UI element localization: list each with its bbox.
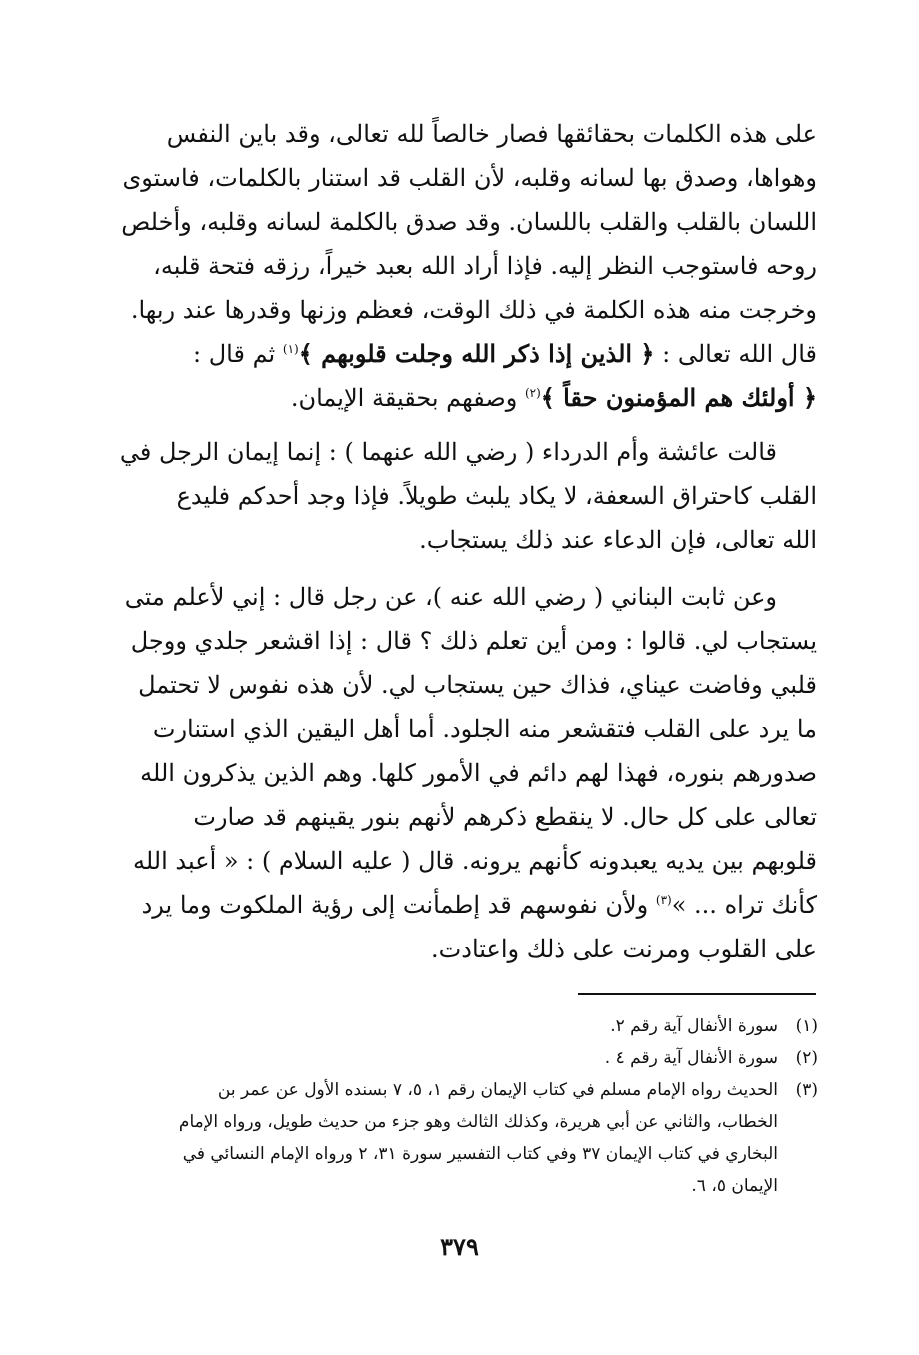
footnote-number: (٢) [795, 1048, 818, 1068]
paragraph-line [112, 376, 817, 420]
quote-continuation: ثم قال : [193, 340, 283, 368]
paragraph-line: روحه فاستوجب النظر إليه. فإذا أراد الله بعبد خيراً، رزقه فتحة قلبه، [153, 252, 817, 280]
paragraph-line: قلوبهم بين يديه يعبدونه كأنهم يرونه. قال ( عليه السلام ) : « أعبد الله [132, 847, 817, 875]
quran-verse: ﴿ الذين إذا ذكر الله وجلت قلوبهم ﴾ [298, 339, 655, 368]
footnote-3 [118, 1074, 818, 1202]
paragraph-line: قلبي وفاضت عيناي، فذاك حين يستجاب لي. لأن هذه نفوس لا تحتمل [138, 671, 817, 699]
paragraph-1 [112, 112, 817, 420]
paragraph-line: القلب كاحتراق السعفة، لا يكاد يلبث طويلاً. فإذا وجد أحدكم فليدع [176, 482, 817, 510]
paragraph-line [112, 883, 817, 927]
paragraph-line: وهواها، وصدق بها لسانه وقلبه، لأن القلب قد استنار بالكلمات، فاستوى [122, 164, 817, 192]
footnote-ref[interactable]: (٢) [524, 386, 541, 400]
footnote-text: سورة الأنفال آية رقم ٢. [610, 1016, 778, 1036]
footnotes [118, 1010, 818, 1202]
paragraph-2 [112, 430, 817, 562]
footnote-number: (١) [795, 1016, 818, 1036]
paragraph-line: اللسان بالقلب والقلب باللسان. وقد صدق بالكلمة لسانه وقلبه، وأخلص [121, 208, 817, 236]
paragraph-line: يستجاب لي. قالوا : ومن أين تعلم ذلك ؟ قال : إذا اقشعر جلدي ووجل [130, 627, 817, 655]
quote-continuation: وصفهم بحقيقة الإيمان. [290, 384, 525, 412]
footnote-number: (٣) [795, 1080, 818, 1100]
quote-continuation: ولأن نفوسهم قد إطمأنت إلى رؤية الملكوت وما يرد [141, 891, 656, 919]
hadith-quote: كأنك تراه ... » [671, 891, 817, 919]
page-number: ٣٧٩ [440, 1232, 479, 1261]
footnote-ref[interactable]: (٣) [655, 893, 672, 907]
paragraph-line: الله تعالى، فإن الدعاء عند ذلك يستجاب. [419, 526, 817, 554]
footnote-1 [118, 1010, 818, 1042]
footnote-ref[interactable]: (١) [282, 342, 299, 356]
paragraph-line [112, 332, 817, 376]
paragraph-line: على القلوب ومرنت على ذلك واعتادت. [431, 935, 817, 963]
footnote-text: الخطاب، والثاني عن أبي هريرة، وكذلك الثالث وهو جزء من حديث طويل، ورواه الإمام [178, 1112, 778, 1132]
paragraph-line: وعن ثابت البناني ( رضي الله عنه )، عن رجل قال : إني لأعلم متى [124, 583, 777, 611]
footnote-text: الإيمان ٥، ٦. [691, 1176, 778, 1196]
footnote-divider [578, 993, 816, 995]
paragraph-3 [112, 575, 817, 971]
footnote-text: البخاري في كتاب الإيمان ٣٧ وفي كتاب التفسير سورة ٣١، ٢ ورواه الإمام النسائي في [182, 1144, 778, 1164]
paragraph-line: تعالى على كل حال. لا ينقطع ذكرهم لأنهم بنور يقينهم قد صارت [193, 803, 817, 831]
paragraph-line: قالت عائشة وأم الدرداء ( رضي الله عنهما ) : إنما إيمان الرجل في [119, 438, 777, 466]
paragraph-line: ما يرد على القلب فتقشعر منه الجلود. أما أهل اليقين الذي استنارت [152, 715, 817, 743]
paragraph-line: على هذه الكلمات بحقائقها فصار خالصاً لله تعالى، وقد باين النفس [166, 120, 817, 148]
footnote-text: سورة الأنفال آية رقم ٤ . [604, 1048, 778, 1068]
quran-verse: ﴿ أولئك هم المؤمنون حقاً ﴾ [540, 383, 817, 412]
footnote-text: الحديث رواه الإمام مسلم في كتاب الإيمان رقم ١، ٥، ٧ بسنده الأول عن عمر بن [217, 1080, 778, 1100]
paragraph-line: وخرجت منه هذه الكلمة في ذلك الوقت، فعظم وزنها وقدرها عند ربها. [130, 296, 817, 324]
paragraph-line: صدورهم بنوره، فهذا لهم دائم في الأمور كلها. وهم الذين يذكرون الله [140, 759, 817, 787]
footnote-2 [118, 1042, 818, 1074]
quote-intro: قال الله تعالى : [654, 340, 817, 368]
